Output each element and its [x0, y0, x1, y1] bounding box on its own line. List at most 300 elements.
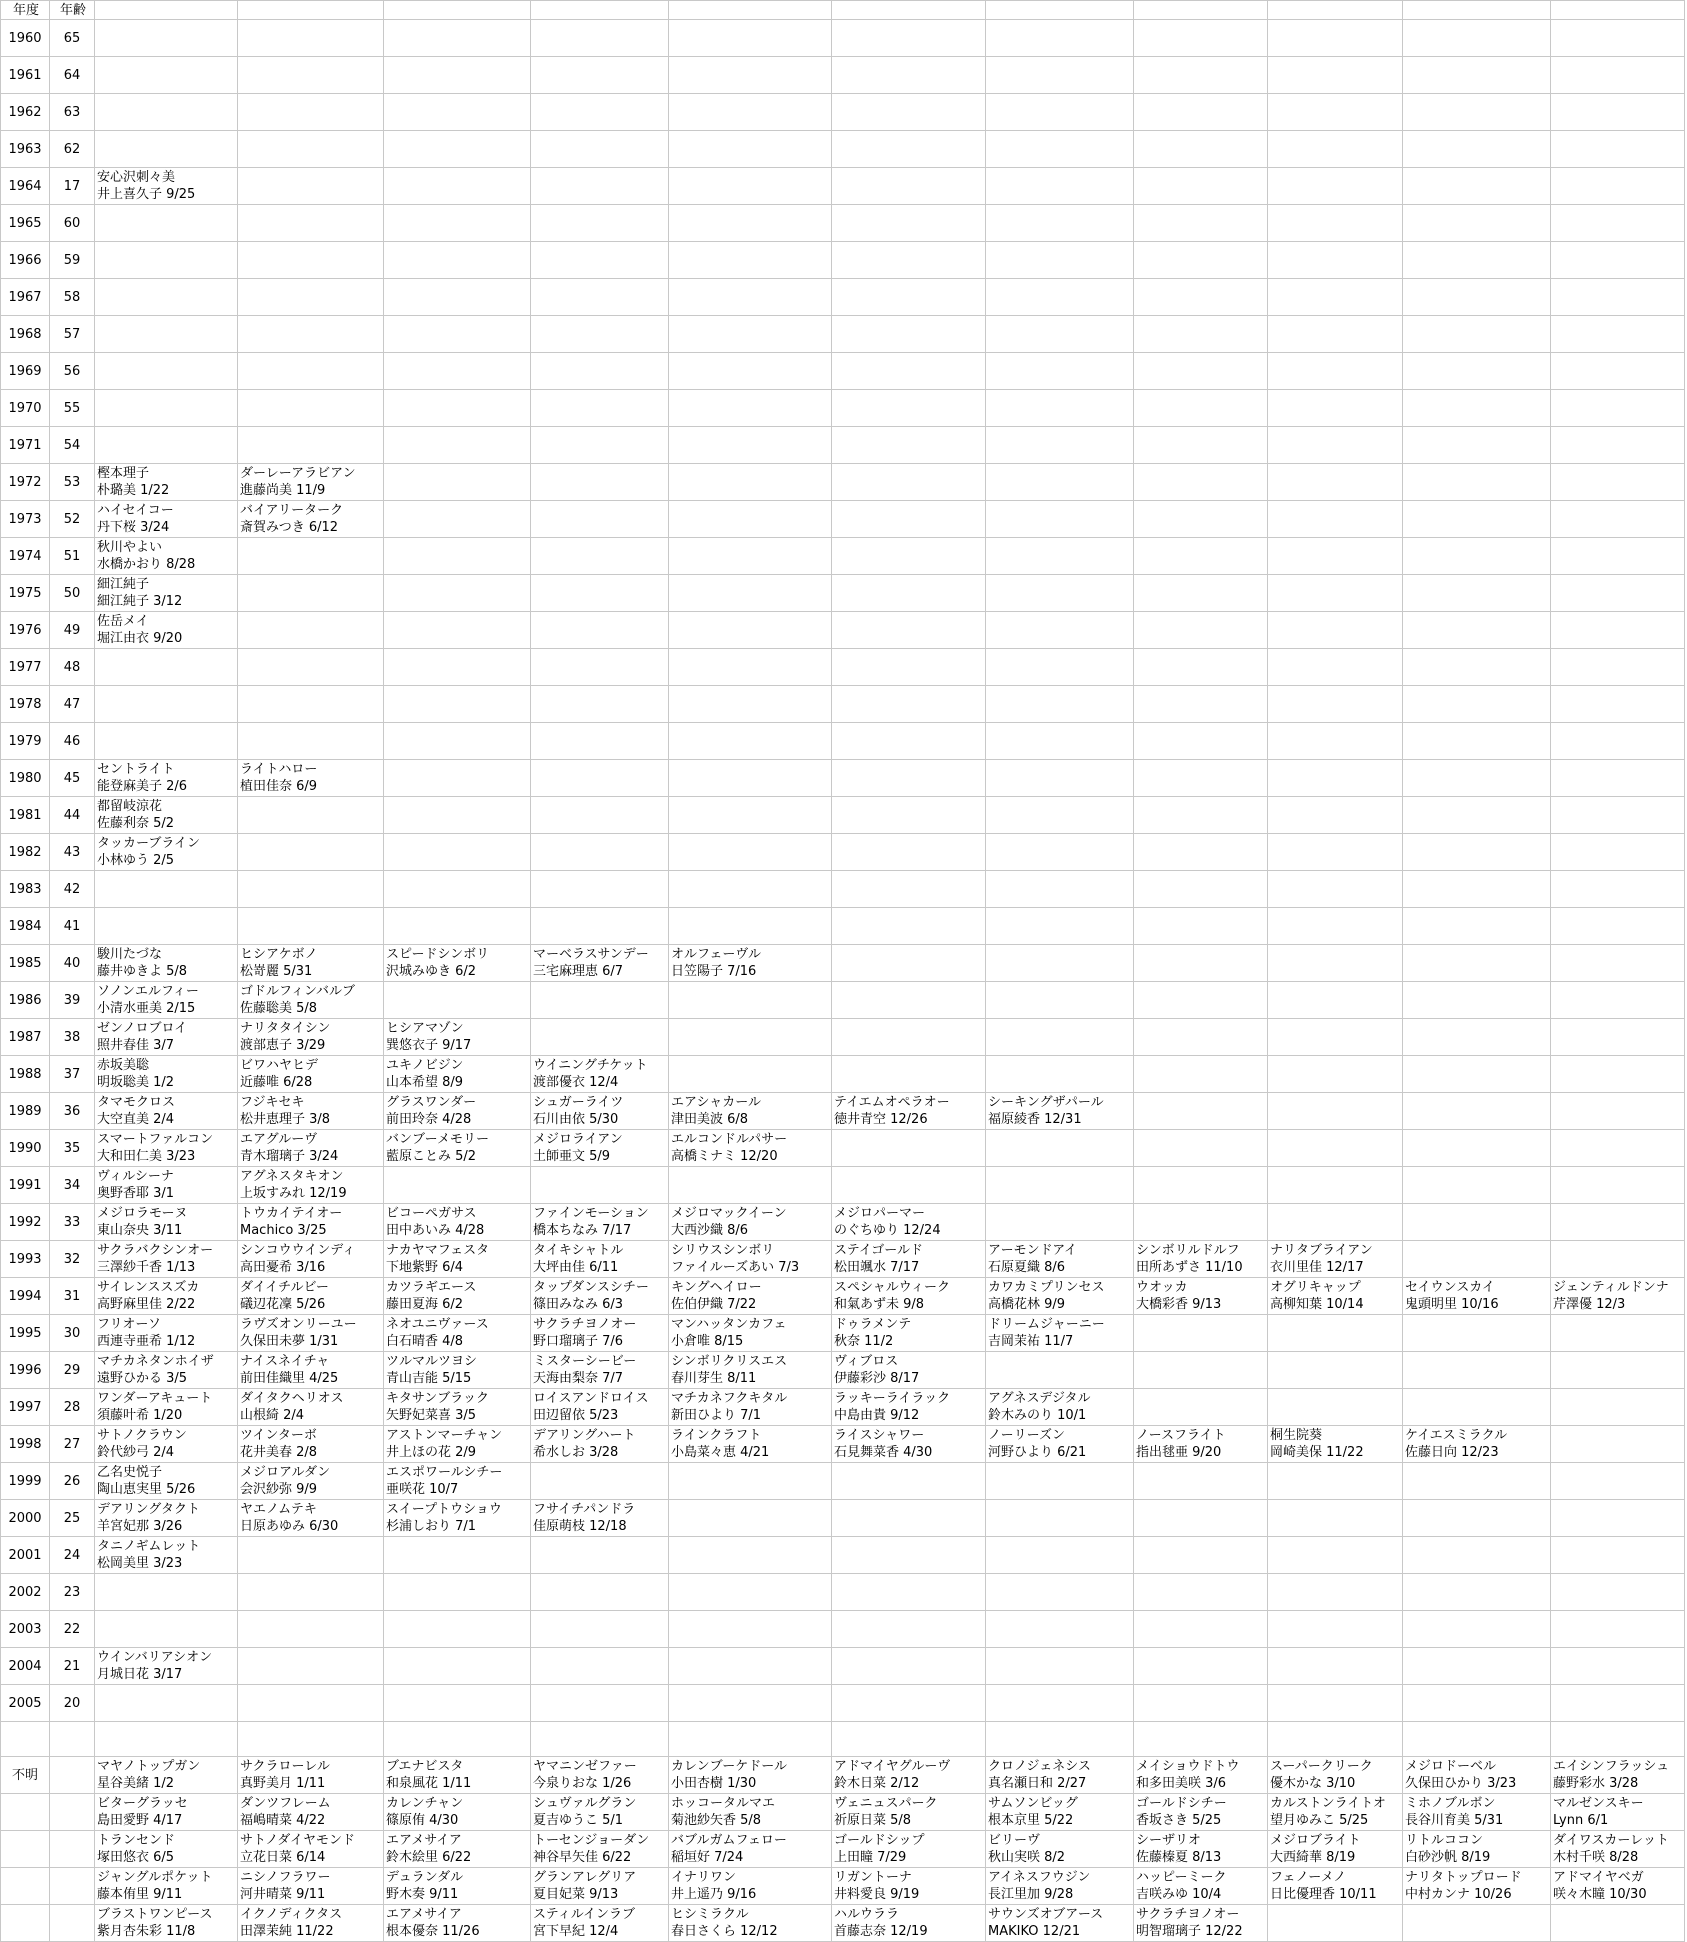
sheet-cell[interactable] — [384, 168, 531, 205]
sheet-cell[interactable] — [384, 501, 531, 538]
sheet-cell[interactable] — [986, 1315, 1134, 1352]
sheet-cell[interactable] — [1134, 760, 1268, 797]
sheet-cell[interactable] — [531, 1426, 669, 1463]
sheet-cell[interactable] — [669, 94, 832, 131]
sheet-cell[interactable] — [238, 316, 384, 353]
sheet-cell[interactable] — [238, 94, 384, 131]
sheet-cell[interactable] — [1551, 464, 1685, 501]
sheet-cell[interactable] — [384, 316, 531, 353]
sheet-cell[interactable] — [832, 1167, 986, 1204]
sheet-cell[interactable] — [531, 1241, 669, 1278]
sheet-cell[interactable] — [238, 1574, 384, 1611]
sheet-cell[interactable] — [1134, 94, 1268, 131]
sheet-cell[interactable] — [531, 464, 669, 501]
sheet-cell[interactable] — [1268, 390, 1403, 427]
sheet-cell[interactable] — [531, 982, 669, 1019]
sheet-cell[interactable] — [986, 1093, 1134, 1130]
sheet-cell[interactable] — [1403, 1093, 1551, 1130]
sheet-cell[interactable] — [95, 1722, 238, 1757]
sheet-cell[interactable] — [238, 797, 384, 834]
year-cell[interactable]: 1969 — [1, 353, 50, 390]
sheet-cell[interactable] — [238, 760, 384, 797]
sheet-cell[interactable] — [531, 205, 669, 242]
sheet-cell[interactable] — [1268, 1093, 1403, 1130]
sheet-cell[interactable] — [531, 390, 669, 427]
sheet-cell[interactable] — [986, 1389, 1134, 1426]
sheet-cell[interactable] — [1268, 1537, 1403, 1574]
sheet-cell[interactable] — [1551, 390, 1685, 427]
sheet-cell[interactable] — [50, 1722, 95, 1757]
year-cell[interactable]: 1983 — [1, 871, 50, 908]
year-cell[interactable]: 2002 — [1, 1574, 50, 1611]
sheet-cell[interactable] — [1403, 316, 1551, 353]
sheet-cell[interactable] — [1268, 686, 1403, 723]
age-cell[interactable]: 50 — [50, 575, 95, 612]
sheet-cell[interactable] — [1134, 797, 1268, 834]
sheet-cell[interactable] — [95, 1167, 238, 1204]
sheet-cell[interactable] — [669, 1352, 832, 1389]
sheet-cell[interactable] — [1134, 168, 1268, 205]
year-cell[interactable]: 1982 — [1, 834, 50, 871]
sheet-cell[interactable] — [531, 908, 669, 945]
sheet-cell[interactable] — [1551, 1241, 1685, 1278]
sheet-cell[interactable] — [1268, 279, 1403, 316]
age-cell[interactable]: 47 — [50, 686, 95, 723]
age-cell[interactable] — [50, 1868, 95, 1905]
age-cell[interactable] — [50, 1794, 95, 1831]
age-cell[interactable]: 27 — [50, 1426, 95, 1463]
sheet-cell[interactable] — [669, 945, 832, 982]
sheet-cell[interactable] — [986, 242, 1134, 279]
age-cell[interactable]: 32 — [50, 1241, 95, 1278]
sheet-cell[interactable] — [384, 834, 531, 871]
sheet-cell[interactable] — [1134, 1352, 1268, 1389]
age-cell[interactable]: 26 — [50, 1463, 95, 1500]
sheet-cell[interactable] — [1551, 1093, 1685, 1130]
sheet-cell[interactable] — [95, 1389, 238, 1426]
sheet-cell[interactable] — [1134, 538, 1268, 575]
year-cell[interactable]: 1988 — [1, 1056, 50, 1093]
sheet-cell[interactable] — [238, 1019, 384, 1056]
sheet-cell[interactable] — [384, 427, 531, 464]
sheet-cell[interactable] — [238, 1389, 384, 1426]
sheet-cell[interactable] — [1551, 1868, 1685, 1905]
sheet-cell[interactable] — [832, 1722, 986, 1757]
sheet-cell[interactable] — [384, 908, 531, 945]
sheet-cell[interactable] — [238, 1757, 384, 1794]
sheet-cell[interactable] — [95, 1204, 238, 1241]
sheet-cell[interactable] — [384, 1019, 531, 1056]
sheet-cell[interactable] — [95, 760, 238, 797]
header-age[interactable]: 年齢 — [50, 1, 95, 20]
sheet-cell[interactable] — [95, 20, 238, 57]
sheet-cell[interactable] — [1268, 1, 1403, 20]
sheet-cell[interactable] — [1268, 1426, 1403, 1463]
sheet-cell[interactable] — [1403, 94, 1551, 131]
age-cell[interactable]: 65 — [50, 20, 95, 57]
sheet-cell[interactable] — [1268, 427, 1403, 464]
sheet-cell[interactable] — [531, 316, 669, 353]
sheet-cell[interactable] — [95, 575, 238, 612]
sheet-cell[interactable] — [531, 1352, 669, 1389]
sheet-cell[interactable] — [669, 1905, 832, 1942]
sheet-cell[interactable] — [95, 1, 238, 20]
sheet-cell[interactable] — [384, 1426, 531, 1463]
sheet-cell[interactable] — [238, 1722, 384, 1757]
sheet-cell[interactable] — [238, 908, 384, 945]
sheet-cell[interactable] — [1551, 501, 1685, 538]
sheet-cell[interactable] — [238, 1537, 384, 1574]
year-cell[interactable]: 1991 — [1, 1167, 50, 1204]
sheet-cell[interactable] — [669, 797, 832, 834]
sheet-cell[interactable] — [1551, 353, 1685, 390]
sheet-cell[interactable] — [238, 1130, 384, 1167]
sheet-cell[interactable] — [384, 390, 531, 427]
sheet-cell[interactable] — [832, 1537, 986, 1574]
sheet-cell[interactable] — [986, 686, 1134, 723]
age-cell[interactable]: 58 — [50, 279, 95, 316]
year-cell[interactable]: 1998 — [1, 1426, 50, 1463]
year-cell[interactable]: 1966 — [1, 242, 50, 279]
sheet-cell[interactable] — [669, 612, 832, 649]
sheet-cell[interactable] — [1268, 1868, 1403, 1905]
sheet-cell[interactable] — [832, 1315, 986, 1352]
sheet-cell[interactable] — [1134, 57, 1268, 94]
sheet-cell[interactable] — [238, 390, 384, 427]
sheet-cell[interactable] — [1403, 1204, 1551, 1241]
sheet-cell[interactable] — [384, 1463, 531, 1500]
sheet-cell[interactable] — [1134, 205, 1268, 242]
sheet-cell[interactable] — [384, 797, 531, 834]
sheet-cell[interactable] — [95, 242, 238, 279]
year-cell[interactable]: 1989 — [1, 1093, 50, 1130]
sheet-cell[interactable] — [669, 1831, 832, 1868]
sheet-cell[interactable] — [669, 168, 832, 205]
sheet-cell[interactable] — [1134, 1204, 1268, 1241]
sheet-cell[interactable] — [384, 1648, 531, 1685]
sheet-cell[interactable] — [1134, 1389, 1268, 1426]
sheet-cell[interactable] — [832, 686, 986, 723]
sheet-cell[interactable] — [986, 612, 1134, 649]
sheet-cell[interactable] — [1403, 1278, 1551, 1315]
sheet-cell[interactable] — [384, 1500, 531, 1537]
sheet-cell[interactable] — [1551, 1905, 1685, 1942]
age-cell[interactable]: 30 — [50, 1315, 95, 1352]
sheet-cell[interactable] — [238, 1241, 384, 1278]
sheet-cell[interactable] — [986, 1463, 1134, 1500]
sheet-cell[interactable] — [531, 1056, 669, 1093]
sheet-cell[interactable] — [1551, 1278, 1685, 1315]
sheet-cell[interactable] — [384, 464, 531, 501]
sheet-cell[interactable] — [95, 1463, 238, 1500]
sheet-cell[interactable] — [669, 686, 832, 723]
sheet-cell[interactable] — [669, 1500, 832, 1537]
sheet-cell[interactable] — [1551, 1722, 1685, 1757]
sheet-cell[interactable] — [531, 1500, 669, 1537]
sheet-cell[interactable] — [1403, 575, 1551, 612]
sheet-cell[interactable] — [1268, 871, 1403, 908]
sheet-cell[interactable] — [669, 1463, 832, 1500]
year-cell[interactable] — [1, 1868, 50, 1905]
sheet-cell[interactable] — [1403, 242, 1551, 279]
sheet-cell[interactable] — [1551, 1648, 1685, 1685]
sheet-cell[interactable] — [1551, 1463, 1685, 1500]
sheet-cell[interactable] — [1268, 1204, 1403, 1241]
sheet-cell[interactable] — [832, 1611, 986, 1648]
sheet-cell[interactable] — [1134, 1905, 1268, 1942]
sheet-cell[interactable] — [669, 760, 832, 797]
sheet-cell[interactable] — [832, 1241, 986, 1278]
sheet-cell[interactable] — [95, 1426, 238, 1463]
age-cell[interactable]: 63 — [50, 94, 95, 131]
sheet-cell[interactable] — [1134, 908, 1268, 945]
age-cell[interactable]: 48 — [50, 649, 95, 686]
sheet-cell[interactable] — [238, 1352, 384, 1389]
sheet-cell[interactable] — [1134, 575, 1268, 612]
sheet-cell[interactable] — [1551, 1574, 1685, 1611]
sheet-cell[interactable] — [531, 1611, 669, 1648]
sheet-cell[interactable] — [531, 1315, 669, 1352]
sheet-cell[interactable] — [1134, 1463, 1268, 1500]
sheet-cell[interactable] — [95, 390, 238, 427]
sheet-cell[interactable] — [95, 1794, 238, 1831]
sheet-cell[interactable] — [1551, 1831, 1685, 1868]
sheet-cell[interactable] — [832, 1831, 986, 1868]
sheet-cell[interactable] — [238, 168, 384, 205]
sheet-cell[interactable] — [1403, 871, 1551, 908]
sheet-cell[interactable] — [1268, 1685, 1403, 1722]
sheet-cell[interactable] — [669, 982, 832, 1019]
sheet-cell[interactable] — [832, 1685, 986, 1722]
sheet-cell[interactable] — [238, 945, 384, 982]
sheet-cell[interactable] — [531, 686, 669, 723]
sheet-cell[interactable] — [669, 575, 832, 612]
sheet-cell[interactable] — [1268, 1574, 1403, 1611]
sheet-cell[interactable] — [832, 797, 986, 834]
sheet-cell[interactable] — [95, 1241, 238, 1278]
sheet-cell[interactable] — [1403, 612, 1551, 649]
sheet-cell[interactable] — [95, 316, 238, 353]
sheet-cell[interactable] — [832, 1574, 986, 1611]
sheet-cell[interactable] — [95, 945, 238, 982]
sheet-cell[interactable] — [832, 538, 986, 575]
sheet-cell[interactable] — [832, 1794, 986, 1831]
sheet-cell[interactable] — [1134, 723, 1268, 760]
sheet-cell[interactable] — [986, 1831, 1134, 1868]
sheet-cell[interactable] — [1403, 1831, 1551, 1868]
year-cell[interactable]: 1962 — [1, 94, 50, 131]
year-cell[interactable]: 1990 — [1, 1130, 50, 1167]
sheet-cell[interactable] — [531, 20, 669, 57]
sheet-cell[interactable] — [1403, 205, 1551, 242]
sheet-cell[interactable] — [1268, 982, 1403, 1019]
age-cell[interactable]: 25 — [50, 1500, 95, 1537]
sheet-cell[interactable] — [832, 1500, 986, 1537]
sheet-cell[interactable] — [986, 205, 1134, 242]
sheet-cell[interactable] — [1403, 1868, 1551, 1905]
age-cell[interactable] — [50, 1905, 95, 1942]
year-cell[interactable]: 1987 — [1, 1019, 50, 1056]
sheet-cell[interactable] — [95, 908, 238, 945]
sheet-cell[interactable] — [1268, 168, 1403, 205]
sheet-cell[interactable] — [1134, 1, 1268, 20]
sheet-cell[interactable] — [531, 1389, 669, 1426]
sheet-cell[interactable] — [1268, 538, 1403, 575]
sheet-cell[interactable] — [669, 1204, 832, 1241]
sheet-cell[interactable] — [95, 686, 238, 723]
sheet-cell[interactable] — [669, 316, 832, 353]
sheet-cell[interactable] — [531, 168, 669, 205]
sheet-cell[interactable] — [384, 131, 531, 168]
sheet-cell[interactable] — [986, 1278, 1134, 1315]
sheet-cell[interactable] — [986, 1794, 1134, 1831]
sheet-cell[interactable] — [1403, 686, 1551, 723]
age-cell[interactable]: 45 — [50, 760, 95, 797]
sheet-cell[interactable] — [1134, 1722, 1268, 1757]
sheet-cell[interactable] — [1551, 945, 1685, 982]
sheet-cell[interactable] — [384, 1056, 531, 1093]
sheet-cell[interactable] — [1134, 316, 1268, 353]
sheet-cell[interactable] — [986, 723, 1134, 760]
sheet-cell[interactable] — [384, 1130, 531, 1167]
sheet-cell[interactable] — [832, 723, 986, 760]
sheet-cell[interactable] — [986, 1426, 1134, 1463]
sheet-cell[interactable] — [531, 57, 669, 94]
sheet-cell[interactable] — [1403, 1611, 1551, 1648]
sheet-cell[interactable] — [531, 797, 669, 834]
sheet-cell[interactable] — [1268, 760, 1403, 797]
sheet-cell[interactable] — [1268, 1831, 1403, 1868]
sheet-cell[interactable] — [1403, 1757, 1551, 1794]
sheet-cell[interactable] — [1551, 242, 1685, 279]
sheet-cell[interactable] — [1403, 1463, 1551, 1500]
year-cell[interactable]: 1960 — [1, 20, 50, 57]
sheet-cell[interactable] — [669, 353, 832, 390]
sheet-cell[interactable] — [669, 1757, 832, 1794]
sheet-cell[interactable] — [1403, 1722, 1551, 1757]
sheet-cell[interactable] — [1551, 908, 1685, 945]
sheet-cell[interactable] — [669, 538, 832, 575]
sheet-cell[interactable] — [1551, 1794, 1685, 1831]
sheet-cell[interactable] — [1268, 797, 1403, 834]
age-cell[interactable]: 29 — [50, 1352, 95, 1389]
age-cell[interactable]: 60 — [50, 205, 95, 242]
sheet-cell[interactable] — [986, 464, 1134, 501]
sheet-cell[interactable] — [95, 57, 238, 94]
sheet-cell[interactable] — [238, 1426, 384, 1463]
age-cell[interactable]: 56 — [50, 353, 95, 390]
sheet-cell[interactable] — [986, 390, 1134, 427]
sheet-cell[interactable] — [384, 1278, 531, 1315]
sheet-cell[interactable] — [1403, 1685, 1551, 1722]
sheet-cell[interactable] — [95, 649, 238, 686]
sheet-cell[interactable] — [1551, 57, 1685, 94]
sheet-cell[interactable] — [1403, 353, 1551, 390]
sheet-cell[interactable] — [95, 1019, 238, 1056]
sheet-cell[interactable] — [238, 575, 384, 612]
age-cell[interactable]: 23 — [50, 1574, 95, 1611]
sheet-cell[interactable] — [95, 1130, 238, 1167]
sheet-cell[interactable] — [238, 1056, 384, 1093]
sheet-cell[interactable] — [1551, 168, 1685, 205]
sheet-cell[interactable] — [1134, 612, 1268, 649]
age-cell[interactable]: 53 — [50, 464, 95, 501]
age-cell[interactable]: 57 — [50, 316, 95, 353]
sheet-cell[interactable] — [1134, 945, 1268, 982]
sheet-cell[interactable] — [669, 1611, 832, 1648]
age-cell[interactable]: 28 — [50, 1389, 95, 1426]
sheet-cell[interactable] — [986, 982, 1134, 1019]
sheet-cell[interactable] — [1403, 538, 1551, 575]
sheet-cell[interactable] — [1551, 316, 1685, 353]
sheet-cell[interactable] — [95, 723, 238, 760]
sheet-cell[interactable] — [1134, 1831, 1268, 1868]
sheet-cell[interactable] — [384, 279, 531, 316]
sheet-cell[interactable] — [1268, 723, 1403, 760]
sheet-cell[interactable] — [669, 242, 832, 279]
sheet-cell[interactable] — [986, 20, 1134, 57]
sheet-cell[interactable] — [669, 1685, 832, 1722]
sheet-cell[interactable] — [669, 1130, 832, 1167]
sheet-cell[interactable] — [238, 649, 384, 686]
age-cell[interactable]: 55 — [50, 390, 95, 427]
sheet-cell[interactable] — [531, 1093, 669, 1130]
sheet-cell[interactable] — [1268, 1278, 1403, 1315]
sheet-cell[interactable] — [1403, 1056, 1551, 1093]
sheet-cell[interactable] — [1268, 1352, 1403, 1389]
age-cell[interactable]: 41 — [50, 908, 95, 945]
sheet-cell[interactable] — [531, 1463, 669, 1500]
sheet-cell[interactable] — [832, 1, 986, 20]
sheet-cell[interactable] — [669, 20, 832, 57]
sheet-cell[interactable] — [986, 1241, 1134, 1278]
sheet-cell[interactable] — [986, 871, 1134, 908]
sheet-cell[interactable] — [1403, 279, 1551, 316]
sheet-cell[interactable] — [1403, 1130, 1551, 1167]
age-cell[interactable]: 64 — [50, 57, 95, 94]
sheet-cell[interactable] — [1268, 945, 1403, 982]
sheet-cell[interactable] — [1134, 20, 1268, 57]
sheet-cell[interactable] — [531, 279, 669, 316]
sheet-cell[interactable] — [1134, 871, 1268, 908]
sheet-cell[interactable] — [669, 464, 832, 501]
sheet-cell[interactable] — [1, 1722, 50, 1757]
age-cell[interactable]: 54 — [50, 427, 95, 464]
sheet-cell[interactable] — [669, 723, 832, 760]
sheet-cell[interactable] — [531, 945, 669, 982]
sheet-cell[interactable] — [95, 1685, 238, 1722]
sheet-cell[interactable] — [1268, 1794, 1403, 1831]
sheet-cell[interactable] — [384, 575, 531, 612]
year-cell[interactable]: 1980 — [1, 760, 50, 797]
sheet-cell[interactable] — [384, 94, 531, 131]
age-cell[interactable] — [50, 1757, 95, 1794]
sheet-cell[interactable] — [384, 982, 531, 1019]
sheet-cell[interactable] — [1268, 1722, 1403, 1757]
sheet-cell[interactable] — [669, 501, 832, 538]
sheet-cell[interactable] — [1403, 1315, 1551, 1352]
sheet-cell[interactable] — [384, 1093, 531, 1130]
sheet-cell[interactable] — [238, 612, 384, 649]
sheet-cell[interactable] — [832, 20, 986, 57]
sheet-cell[interactable] — [238, 1167, 384, 1204]
sheet-cell[interactable] — [238, 1685, 384, 1722]
age-cell[interactable]: 43 — [50, 834, 95, 871]
sheet-cell[interactable] — [1551, 205, 1685, 242]
year-cell[interactable]: 2003 — [1, 1611, 50, 1648]
sheet-cell[interactable] — [669, 1056, 832, 1093]
sheet-cell[interactable] — [238, 57, 384, 94]
